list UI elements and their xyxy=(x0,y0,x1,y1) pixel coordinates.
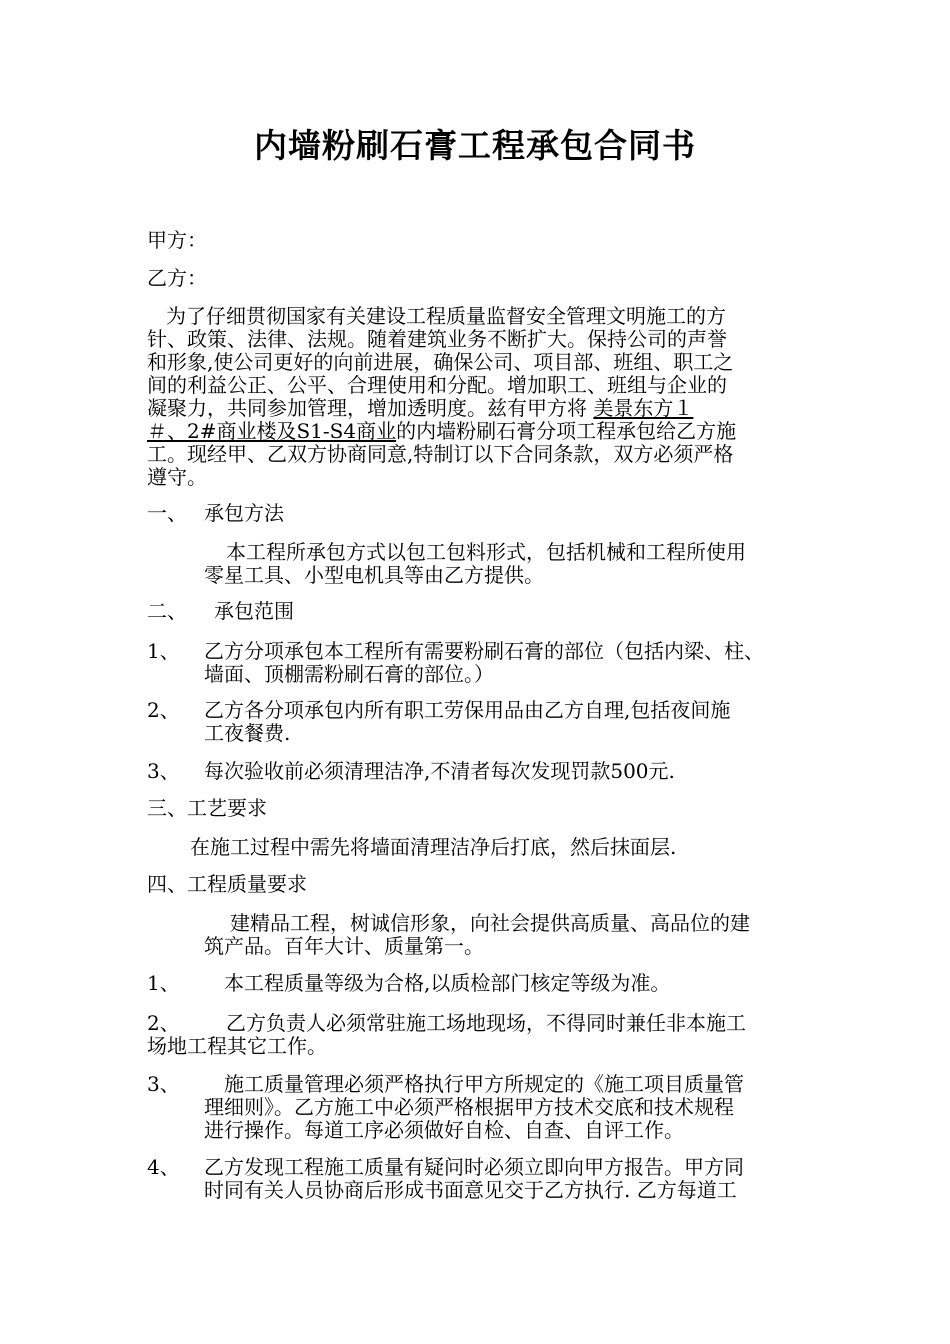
intro-text: 的内墙粉刷石膏分项工程承包给乙方施 xyxy=(396,419,737,443)
section-heading: 承包方法 xyxy=(204,501,284,525)
list-item-text: 理细则》。乙方施工中必须严格根据甲方技术交底和技术规程 xyxy=(204,1095,734,1119)
list-item-number: 1、 xyxy=(147,971,180,995)
intro-line: 为了仔细贯彻国家有关建设工程质量监督安全管理文明施工的方 xyxy=(166,304,726,328)
section-body: 本工程所承包方式以包工包料形式，包括机械和工程所使用 xyxy=(226,540,746,564)
project-name: 美景东方１ xyxy=(593,396,694,420)
list-item-number: 2、 xyxy=(147,1011,180,1035)
document-title: 内墙粉刷石膏工程承包合同书 xyxy=(254,126,696,165)
list-item-text: 每次验收前必须清理洁净,不清者每次发现罚款500元. xyxy=(204,759,675,783)
intro-text: 凝聚力，共同参加管理，增加透明度。兹有甲方将 xyxy=(147,396,594,420)
party-b-label: 乙方： xyxy=(147,266,207,290)
list-item-number: 3、 xyxy=(147,1072,180,1096)
section-body: 筑产品。百年大计、质量第一。 xyxy=(204,934,484,958)
list-item-text: 乙方发现工程施工质量有疑问时必须立即向甲方报告。甲方同 xyxy=(204,1155,744,1179)
intro-line: 和形象,使公司更好的向前进展，确保公司、项目部、班组、职工之 xyxy=(147,350,734,374)
project-name: ＃、2#商业楼及S1-S4商业 xyxy=(147,419,397,443)
intro-line: 遵守。 xyxy=(147,465,207,489)
list-item-text: 施工质量管理必须严格执行甲方所规定的《施工项目质量管 xyxy=(224,1072,744,1096)
list-item-number: 1、 xyxy=(147,639,180,663)
list-item-text: 乙方各分项承包内所有职工劳保用品由乙方自理,包括夜间施 xyxy=(204,698,731,722)
list-item-text: 场地工程其它工作。 xyxy=(147,1034,327,1058)
list-item-text: 时同有关人员协商后形成书面意见交于乙方执行. 乙方每道工 xyxy=(204,1178,737,1202)
list-item-text: 乙方负责人必须常驻施工场地现场，不得同时兼任非本施工 xyxy=(226,1011,746,1035)
list-item-number: 3、 xyxy=(147,759,180,783)
section-body: 建精品工程，树诚信形象，向社会提供高质量、高品位的建 xyxy=(230,911,750,935)
list-item-text: 工夜餐费. xyxy=(204,721,291,745)
intro-line: 针、政策、法律、法规。随着建筑业务不断扩大。保持公司的声誉 xyxy=(147,327,727,351)
section-number: 二、 xyxy=(147,599,187,623)
intro-line: 工。现经甲、乙双方协商同意,特制订以下合同条款，双方必须严格 xyxy=(147,442,734,466)
section-body: 零星工具、小型电机具等由乙方提供。 xyxy=(204,563,544,587)
party-a-label: 甲方： xyxy=(147,228,207,252)
list-item-text: 进行操作。每道工序必须做好自检、自查、自评工作。 xyxy=(204,1118,684,1142)
section-heading: 四、工程质量要求 xyxy=(147,872,307,896)
list-item-number: 4、 xyxy=(147,1155,180,1179)
section-body: 在施工过程中需先将墙面清理洁净后打底，然后抹面层. xyxy=(190,835,677,859)
list-item-text: 本工程质量等级为合格,以质检部门核定等级为准。 xyxy=(224,971,671,995)
intro-line xyxy=(147,420,736,443)
list-item-number: 2、 xyxy=(147,698,180,722)
section-heading: 承包范围 xyxy=(214,599,294,623)
list-item-text: 乙方分项承包本工程所有需要粉刷石膏的部位（包括内梁、柱、 xyxy=(204,639,764,663)
section-number: 一、 xyxy=(147,501,187,525)
list-item-text: 墙面、顶棚需粉刷石膏的部位。） xyxy=(204,662,494,686)
section-heading: 三、工艺要求 xyxy=(147,796,267,820)
intro-line: 间的利益公正、公平、合理使用和分配。增加职工、班组与企业的 xyxy=(147,373,727,397)
intro-line xyxy=(147,397,693,420)
